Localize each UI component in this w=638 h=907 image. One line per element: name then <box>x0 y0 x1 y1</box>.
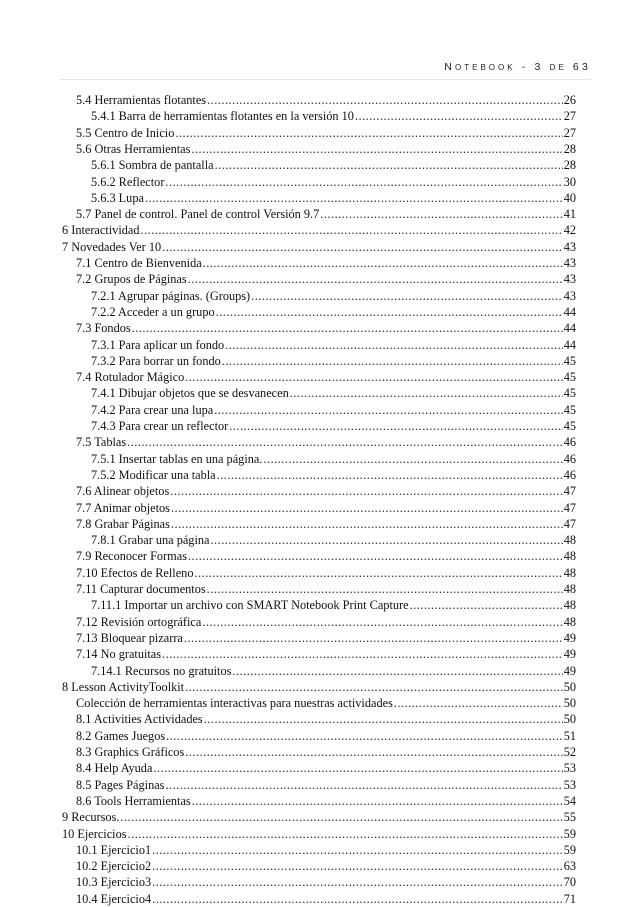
toc-page-number: 63 <box>563 859 576 874</box>
toc-dot-leader <box>394 695 563 711</box>
toc-dot-leader <box>251 288 563 304</box>
toc-dot-leader <box>162 646 563 662</box>
toc-entry-title: 8.2 Games Juegos <box>76 728 166 743</box>
toc-entry-title: 5.7 Panel de control. Panel de control Versión 9.7 <box>76 207 320 222</box>
toc-entry-title: 7.4.3 Para crear un reflector <box>91 419 229 433</box>
toc-entry-title: 5.4.1 Barra de herramientas flotantes en la versión 10 <box>91 109 354 124</box>
toc-entry[interactable] <box>76 646 576 662</box>
toc-page-number: 28 <box>563 141 576 156</box>
toc-entry[interactable] <box>76 711 576 727</box>
toc-page-number: 43 <box>563 272 576 287</box>
toc-entry[interactable] <box>76 565 576 581</box>
toc-entry[interactable] <box>91 288 576 304</box>
toc-entry-title: 8.4 Help Ayuda <box>76 761 153 776</box>
header-text-part: DE <box>549 63 567 72</box>
toc-entry-title: 10.4 Ejercicio4 <box>76 891 152 906</box>
toc-entry-title: 5.5 Centro de Inicio <box>76 125 175 140</box>
toc-entry-title: 7.3.2 Para borrar un fondo <box>91 353 221 368</box>
toc-page-number: 49 <box>563 630 576 645</box>
toc-page-number: 48 <box>563 533 576 548</box>
toc-entry-title: 5.6.2 Reflector <box>91 174 165 189</box>
toc-page-number: 44 <box>563 337 576 352</box>
toc-entry-title: 7.9 Reconocer Formas <box>76 549 187 564</box>
toc-dot-leader <box>204 711 563 727</box>
toc-dot-leader <box>290 385 563 401</box>
toc-entry[interactable] <box>76 271 576 287</box>
toc-dot-leader <box>214 402 562 418</box>
toc-entry[interactable] <box>91 174 576 190</box>
toc-page-number: 44 <box>563 304 576 319</box>
toc-entry-title: 8.6 Tools Herramientas <box>76 793 191 808</box>
toc-entry-title: 7.4.2 Para crear una lupa <box>91 402 214 417</box>
toc-entry-title: 10.2 Ejercicio2 <box>76 859 152 874</box>
toc-dot-leader <box>132 320 563 336</box>
toc-dot-leader <box>170 483 562 499</box>
toc-entry[interactable] <box>76 630 576 646</box>
toc-dot-leader <box>188 271 563 287</box>
toc-page-number: 59 <box>563 842 576 857</box>
toc-dot-leader <box>141 222 563 238</box>
toc-dot-leader <box>185 744 562 760</box>
toc-page-number: 47 <box>563 500 576 515</box>
toc-dot-leader <box>232 663 562 679</box>
toc-dot-leader <box>207 581 563 597</box>
toc-entry[interactable] <box>91 385 576 401</box>
toc-page-number: 52 <box>563 745 576 759</box>
toc-entry-title: 7.4 Rotulador Mágico <box>76 370 185 385</box>
toc-entry[interactable] <box>62 679 576 695</box>
header-divider <box>60 79 591 80</box>
toc-entry[interactable] <box>76 842 576 858</box>
toc-dot-leader <box>185 369 562 385</box>
toc-entry[interactable] <box>76 483 576 499</box>
toc-entry[interactable] <box>76 858 576 874</box>
toc-entry-title: 7.14.1 Recursos no gratuitos <box>91 663 232 678</box>
toc-page-number: 45 <box>563 402 576 417</box>
toc-page-number: 54 <box>563 793 576 808</box>
toc-page-number: 46 <box>563 435 576 450</box>
toc-entry[interactable] <box>76 581 576 597</box>
toc-entry-title: 7.8.1 Grabar una página <box>91 533 210 548</box>
toc-entry[interactable] <box>62 239 576 255</box>
toc-entry-title: 7.8 Grabar Páginas <box>76 516 170 531</box>
toc-dot-leader <box>210 532 562 548</box>
toc-entry-title: 10 Ejercicios <box>62 826 127 841</box>
toc-page-number: 55 <box>563 810 576 825</box>
toc-entry[interactable] <box>91 108 576 124</box>
toc-entry[interactable] <box>91 337 576 353</box>
toc-entry-title: 10.3 Ejercicio3 <box>76 875 152 890</box>
toc-page-number: 51 <box>563 728 576 743</box>
toc-page-number: 45 <box>563 353 576 368</box>
toc-page-number: 50 <box>563 696 576 711</box>
toc-page-number: 45 <box>563 419 576 433</box>
toc-dot-leader <box>202 614 562 630</box>
toc-dot-leader <box>153 760 562 776</box>
toc-entry[interactable] <box>91 532 576 548</box>
toc-page-number: 41 <box>563 207 576 222</box>
toc-page-number: 27 <box>563 109 576 124</box>
toc-page-number: 43 <box>563 288 576 303</box>
toc-dot-leader <box>188 548 563 564</box>
toc-entry-title: 8.1 Activities Actividades <box>76 712 203 727</box>
toc-dot-leader <box>410 597 563 613</box>
toc-entry-title: 7.5 Tablas <box>76 435 127 450</box>
toc-dot-leader <box>152 858 563 874</box>
toc-dot-leader <box>203 255 563 271</box>
toc-entry[interactable] <box>76 548 576 564</box>
toc-dot-leader <box>217 467 563 483</box>
toc-entry[interactable] <box>76 777 576 793</box>
toc-entry[interactable] <box>76 369 576 385</box>
toc-page-number: 70 <box>563 875 576 890</box>
toc-entry[interactable] <box>76 141 576 157</box>
toc-entry[interactable] <box>76 125 576 141</box>
toc-page-number: 49 <box>563 647 576 662</box>
toc-entry-title: Colección de herramientas interactivas para nuestras actividades <box>76 696 393 711</box>
toc-entry[interactable] <box>62 222 576 238</box>
toc-dot-leader <box>216 304 563 320</box>
toc-dot-leader <box>171 516 563 532</box>
toc-page-number: 53 <box>563 777 576 792</box>
toc-entry-title: 7.4.1 Dibujar objetos que se desvanecen <box>91 386 289 401</box>
page-header <box>60 61 591 73</box>
toc-entry[interactable] <box>76 614 576 630</box>
toc-entry-title: 9 Recursos. <box>62 810 120 825</box>
toc-dot-leader <box>127 434 563 450</box>
toc-entry[interactable] <box>91 353 576 369</box>
toc-entry-title: 7.14 No gratuitas <box>76 647 162 662</box>
toc-entry-title: 7.5.1 Insertar tablas en una página. <box>91 451 263 466</box>
toc-dot-leader <box>128 826 563 842</box>
toc-dot-leader <box>207 92 563 108</box>
toc-page-number: 45 <box>563 386 576 401</box>
toc-entry-title: 7.2.1 Agrupar páginas. (Groups) <box>91 288 251 303</box>
toc-page-number: 47 <box>563 516 576 531</box>
toc-page-number: 48 <box>563 614 576 629</box>
toc-page-number: 43 <box>563 256 576 270</box>
toc-page-number: 44 <box>563 321 576 336</box>
toc-entry[interactable] <box>91 597 576 613</box>
toc-entry[interactable] <box>76 255 576 271</box>
toc-dot-leader <box>165 174 562 190</box>
toc-entry-title: 7.5.2 Modificar una tabla <box>91 467 216 482</box>
toc-entry[interactable] <box>91 418 576 434</box>
toc-dot-leader <box>192 793 563 809</box>
toc-dot-leader <box>152 874 563 890</box>
toc-entry-title: 6 Interactividad <box>62 223 140 238</box>
toc-entry[interactable] <box>91 402 576 418</box>
toc-entry[interactable] <box>76 728 576 744</box>
header-text-part: OTEBOOK <box>455 63 516 72</box>
toc-page-number: 53 <box>563 761 576 776</box>
toc-dot-leader <box>175 125 562 141</box>
toc-dot-leader <box>355 108 563 124</box>
toc-page-number: 48 <box>563 598 576 613</box>
toc-entry-title: 7.7 Animar objetos <box>76 500 170 515</box>
toc-dot-leader <box>263 451 562 467</box>
toc-dot-leader <box>120 809 562 825</box>
toc-entry[interactable] <box>76 874 576 890</box>
toc-dot-leader <box>191 141 562 157</box>
toc-entry-title: 5.6.3 Lupa <box>91 190 144 205</box>
toc-dot-leader <box>184 630 563 646</box>
toc-page-number: 45 <box>563 370 576 385</box>
toc-entry[interactable] <box>76 760 576 776</box>
toc-entry[interactable] <box>91 190 576 206</box>
toc-entry-title: 5.6.1 Sombra de pantalla <box>91 158 214 173</box>
toc-page-number: 50 <box>563 679 576 694</box>
toc-entry[interactable] <box>91 663 576 679</box>
toc-entry-title: 7 Novedades Ver 10 <box>62 239 162 254</box>
toc-entry[interactable] <box>91 157 576 173</box>
toc-page-number: 42 <box>563 223 576 238</box>
toc-page-number: 27 <box>563 125 576 140</box>
toc-dot-leader <box>185 679 563 695</box>
toc-entry[interactable] <box>76 206 576 222</box>
toc-page-number: 48 <box>563 582 576 596</box>
toc-entry[interactable] <box>76 793 576 809</box>
toc-entry[interactable] <box>91 467 576 483</box>
toc-page-number: 48 <box>563 565 576 580</box>
toc-page-number: 47 <box>563 484 576 499</box>
toc-dot-leader <box>171 500 563 516</box>
toc-entry[interactable] <box>76 744 576 760</box>
toc-entry[interactable] <box>62 826 576 842</box>
toc-dot-leader <box>320 206 562 222</box>
toc-entry-title: 8.5 Pages Páginas <box>76 777 165 792</box>
toc-entry[interactable] <box>91 304 576 320</box>
toc-entry-title: 7.1 Centro de Bienvenida <box>76 256 202 270</box>
toc-entry-title: 10.1 Ejercicio1 <box>76 842 152 857</box>
toc-dot-leader <box>222 353 563 369</box>
toc-dot-leader <box>152 842 563 858</box>
toc-entry[interactable] <box>91 451 576 467</box>
toc-dot-leader <box>194 565 562 581</box>
toc-page-number: 48 <box>563 549 576 564</box>
toc-dot-leader <box>152 891 563 907</box>
toc-entry-title: 7.10 Efectos de Relleno <box>76 565 194 580</box>
toc-page-number: 71 <box>563 891 576 906</box>
toc-entry[interactable] <box>76 500 576 516</box>
toc-page-number: 46 <box>563 467 576 482</box>
toc-entry-title: 8 Lesson ActivityToolkit <box>62 679 185 694</box>
toc-entry-title: 8.3 Graphics Gráficos <box>76 745 185 759</box>
toc-page-number: 26 <box>563 93 576 107</box>
toc-entry[interactable] <box>76 891 576 907</box>
toc-page-number: 43 <box>563 239 576 254</box>
toc-page-number: 46 <box>563 451 576 466</box>
toc-page-number: 40 <box>563 190 576 205</box>
toc-page-number: 49 <box>563 663 576 678</box>
toc-page-number: 28 <box>563 158 576 173</box>
header-text-part: - 3 <box>515 61 550 73</box>
toc-entry-title: 7.13 Bloquear pizarra <box>76 630 183 645</box>
toc-entry[interactable] <box>76 92 576 108</box>
toc-entry-title: 7.3 Fondos <box>76 321 131 336</box>
toc-dot-leader <box>166 728 563 744</box>
toc-dot-leader <box>225 337 563 353</box>
toc-dot-leader <box>215 157 563 173</box>
toc-entry-title: 5.6 Otras Herramientas <box>76 141 191 156</box>
toc-entry-title: 7.12 Revisión ortográfica <box>76 614 202 629</box>
toc-page-number: 30 <box>563 174 576 189</box>
toc-entry-title: 7.2 Grupos de Páginas <box>76 272 187 287</box>
toc-entry-title: 7.11.1 Importar un archivo con SMART Notebook Print Capture <box>91 598 409 613</box>
toc-entry[interactable] <box>76 516 576 532</box>
toc-entry-title: 7.2.2 Acceder a un grupo <box>91 304 215 319</box>
toc-entry[interactable] <box>76 434 576 450</box>
toc-dot-leader <box>165 777 562 793</box>
toc-entry[interactable] <box>76 320 576 336</box>
header-text-part: 63 <box>566 61 591 73</box>
toc-entry[interactable] <box>62 809 576 825</box>
toc-dot-leader <box>229 418 562 434</box>
toc-page-number: 50 <box>563 712 576 727</box>
toc-entry[interactable] <box>76 695 576 711</box>
toc-entry-title: 5.4 Herramientas flotantes <box>76 93 207 107</box>
toc-dot-leader <box>145 190 563 206</box>
toc-dot-leader <box>162 239 563 255</box>
toc-entry-title: 7.3.1 Para aplicar un fondo <box>91 337 225 352</box>
toc-entry-title: 7.6 Alinear objetos <box>76 484 170 499</box>
header-text-part: N <box>444 61 456 73</box>
toc-page-number: 59 <box>563 826 576 841</box>
toc-entry-title: 7.11 Capturar documentos <box>76 582 206 596</box>
